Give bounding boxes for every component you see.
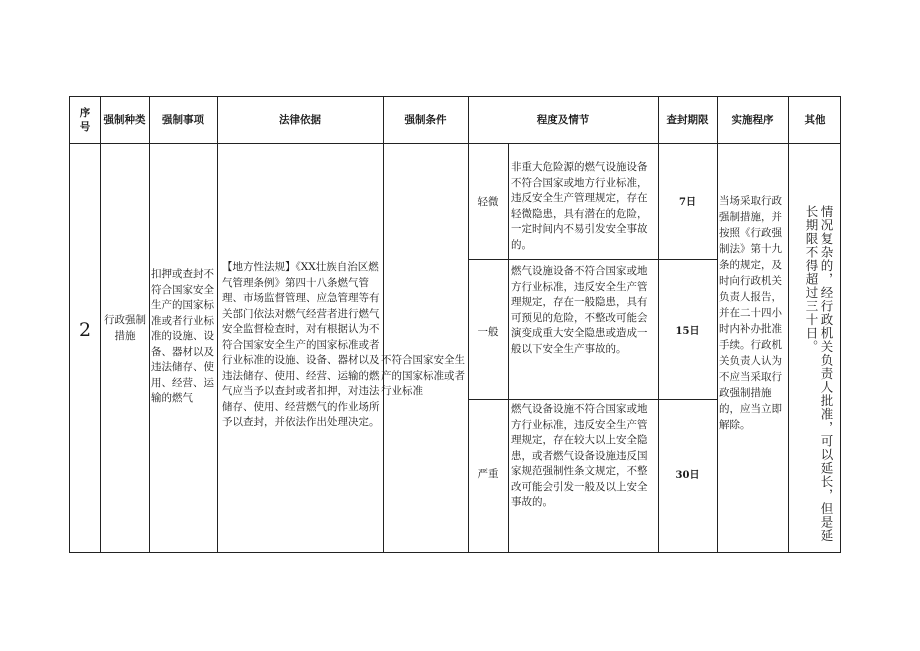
row-type: 行政强制措施 <box>104 314 146 342</box>
grid-line <box>788 97 789 552</box>
grid-line <box>100 97 101 552</box>
level-period-minor: 7日 <box>679 197 696 208</box>
level-desc-minor: 非重大危险源的燃气设施设备不符合国家或地方行业标准，违反安全生产管理规定，存在轻微隐患，具有潜在的危险，一定时间内不易引发安全事故的。 <box>511 161 648 251</box>
level-name-minor: 轻微 <box>477 196 499 208</box>
grid-line <box>217 97 218 552</box>
row-other: 情况复杂的，经行政机关负责人批准，可以延长，但是延长期限不得超过三十日。 <box>804 205 834 543</box>
header-procedure: 实施程序 <box>731 114 774 126</box>
header-type: 强制种类 <box>103 114 146 126</box>
grid-line <box>508 143 509 552</box>
header-matter: 强制事项 <box>162 114 204 126</box>
level-name-general: 一般 <box>477 326 499 338</box>
row-matter: 扣押或查封不符合国家安全生产的国家标准或者行业标准的设施、设备、器材以及违法储存、使用、经营、运输的燃气 <box>151 268 214 404</box>
enforcement-table <box>69 96 841 553</box>
level-desc-general: 燃气设施设备不符合国家或地方行业标准，违反安全生产管理规定，存在一般隐患，具有可预见的危险，不整改可能会演变成重大安全隐患或造成一般以下安全生产事故的。 <box>511 265 648 355</box>
level-divider <box>468 399 717 400</box>
level-period-general: 15日 <box>675 326 700 337</box>
level-name-severe: 严重 <box>477 468 499 480</box>
level-divider <box>468 259 717 260</box>
level-desc-severe: 燃气设备设施不符合国家或地方行业标准，违反安全生产管理规定，存在较大以上安全隐患，或者燃气设备设施违反国家规范强制性条文规定，不整改可能会引发一般及以上安全事故的。 <box>511 403 648 508</box>
header-other: 其他 <box>804 114 826 126</box>
row-condition: 不符合国家安全生产的国家标准或者行业标准 <box>381 354 465 397</box>
level-period-severe: 30日 <box>675 470 700 481</box>
header-condition: 强制条件 <box>404 114 447 126</box>
header-legal-basis: 法律依据 <box>279 114 321 126</box>
row-seq: 2 <box>78 319 92 341</box>
grid-line <box>149 97 150 552</box>
grid-line <box>717 97 718 552</box>
header-seq: 序号 <box>79 107 91 133</box>
header-divider <box>70 143 840 144</box>
grid-line <box>383 97 384 552</box>
row-legal-basis: 【地方性法规】《XX壮族自治区燃气管理条例》第四十八条燃气管理、市场监督管理、应急管理等有关部门依法对燃气经营者进行燃气安全监督检查时，对有根据认为不符合国家安全生产的国家标准或者行业标准的设施、设备、器材以及违法储存、使用、经营、运输的燃气应当予以查封或者扣押，对违法储存、使用、经营燃气的作业场所予以查封，并依法作出处理决定。 <box>222 261 380 428</box>
header-level: 程度及情节 <box>536 114 590 126</box>
row-procedure: 当场采取行政强制措施，并按照《行政强制法》第十九条的规定，及时向行政机关负责人报告，并在二十四小时内补办批准手续。行政机关负责人认为不应当采取行政强制措施的，应当立即解除。 <box>719 195 782 431</box>
header-period: 查封期限 <box>666 114 709 126</box>
